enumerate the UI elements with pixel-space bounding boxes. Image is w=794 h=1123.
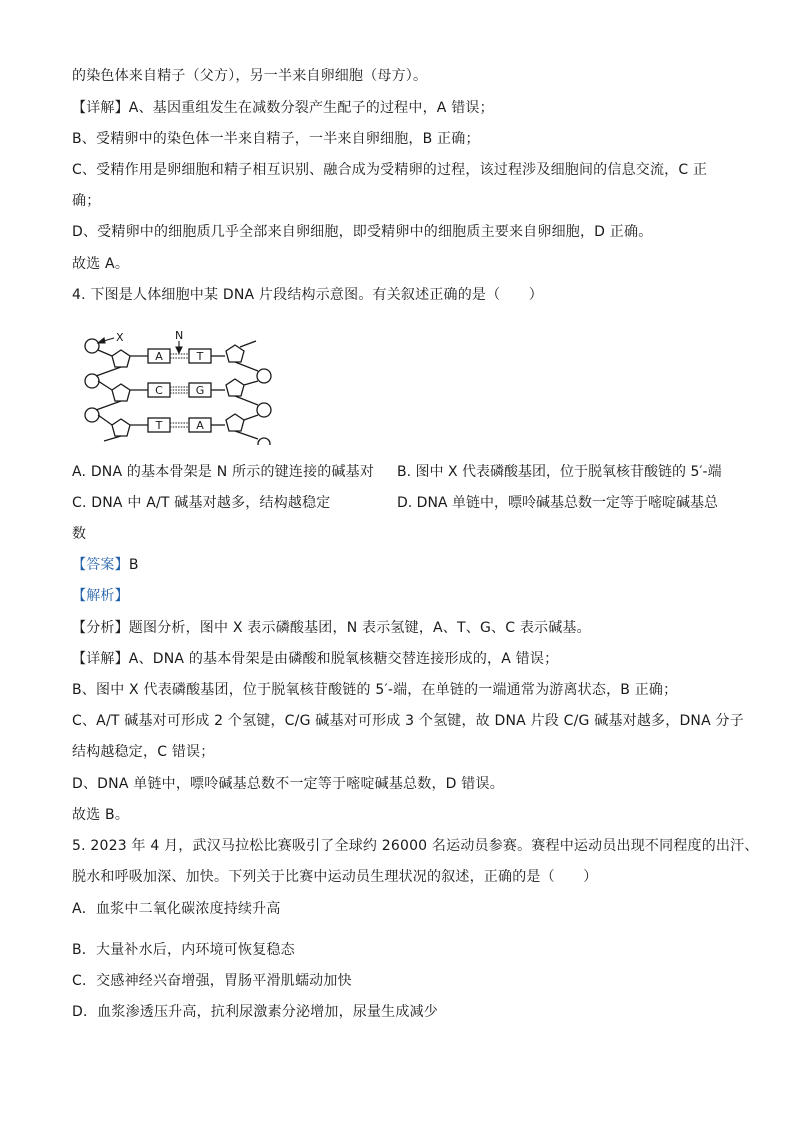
answer-value: B [128,557,139,573]
sugar-pentagon [226,345,244,362]
phosphate-circle [85,339,99,353]
text-line: 故选 A。 [72,256,130,272]
question-5-stem: 5. 2023 年 4 月，武汉马拉松比赛吸引了全球约 26000 名运动员参赛。赛程中运动员出现不同程度的出汗、 [72,838,759,854]
sugar-pentagon [112,384,130,401]
sugar-pentagon [226,379,244,396]
phosphate-circle [257,403,271,417]
option-d: D. DNA 单链中，嘌呤碱基总数一定等于嘧啶碱基总 [397,495,718,511]
base-letter: C [155,384,163,397]
analysis-tag: 【解析】 [72,588,129,604]
base-letter: G [195,384,205,397]
answer-tag: 【答案】 [72,557,129,573]
option-a: A. DNA 的基本骨架是 N 所示的键连接的碱基对 [72,464,375,480]
q5-option-d: D．血浆渗透压升高，抗利尿激素分泌增加，尿量生成减少 [72,1004,438,1020]
detail-line: 结构越稳定，C 错误； [72,744,215,760]
q5-option-c: C．交感神经兴奋增强，胃肠平滑肌蠕动加快 [72,973,352,989]
answer-line [72,555,139,575]
q5-option-a: A．血浆中二氧化碳浓度持续升高 [72,901,281,917]
base-letter: A [155,350,163,363]
label-x: X [116,331,124,344]
base-letter: T [196,350,204,363]
sugar-pentagon [112,419,130,436]
detail-line: B、图中 X 代表磷酸基团，位于脱氧核苷酸链的 5′-端，在单链的一端通常为游离状态，B 正确； [72,682,678,698]
text-line: D、受精卵中的细胞质几乎全部来自卵细胞，即受精卵中的细胞质主要来自卵细胞，D 正确。 [72,224,653,240]
option-b: B. 图中 X 代表磷酸基团，位于脱氧核苷酸链的 5′-端 [397,464,722,480]
option-d-continued: 数 [72,526,87,542]
text-line: 的染色体来自精子（父方），另一半来自卵细胞（母方）。 [72,68,428,84]
detail-line: C、A/T 碱基对可形成 2 个氢键，C/G 碱基对可形成 3 个氢键，故 DNA 片段 C/G 碱基对越多，DNA 分子 [72,713,744,729]
phosphate-circle [258,438,270,445]
base-letter: T [155,419,163,432]
label-n: N [175,329,184,342]
text-line: B、受精卵中的染色体一半来自精子，一半来自卵细胞，B 正确； [72,131,480,147]
detail-line: D、DNA 单链中，嘌呤碱基总数不一定等于嘧啶碱基总数，D 错误。 [72,776,504,792]
text-line: C、受精作用是卵细胞和精子相互识别、融合成为受精卵的过程，该过程涉及细胞间的信息交流，C 正 [72,162,708,178]
detail-line: 【详解】A、DNA 的基本骨架是由磷酸和脱氧核糖交替连接形成的，A 错误； [72,651,559,667]
analysis-text: 【分析】题图分析，图中 X 表示磷酸基团，N 表示氢键，A、T、G、C 表示碱基。 [72,620,591,636]
question-5-stem-cont: 脱水和呼吸加深、加快。下列关于比赛中运动员生理状况的叙述，正确的是（ ） [72,869,598,885]
question-4-stem: 4. 下图是人体细胞中某 DNA 片段结构示意图。有关叙述正确的是（ ） [72,287,543,303]
text-line: 【详解】A、基因重组发生在减数分裂产生配子的过程中，A 错误； [72,100,494,116]
conclusion-line: 故选 B。 [72,807,130,823]
base-letter: A [196,419,204,432]
sugar-pentagon [226,414,244,431]
option-c: C. DNA 中 A/T 碱基对越多，结构越稳定 [72,495,331,511]
dna-structure-figure [78,325,278,445]
sugar-pentagon [112,350,130,367]
q5-option-b: B．大量补水后，内环境可恢复稳态 [72,942,295,958]
text-line: 确； [72,193,101,209]
phosphate-circle [257,369,271,383]
